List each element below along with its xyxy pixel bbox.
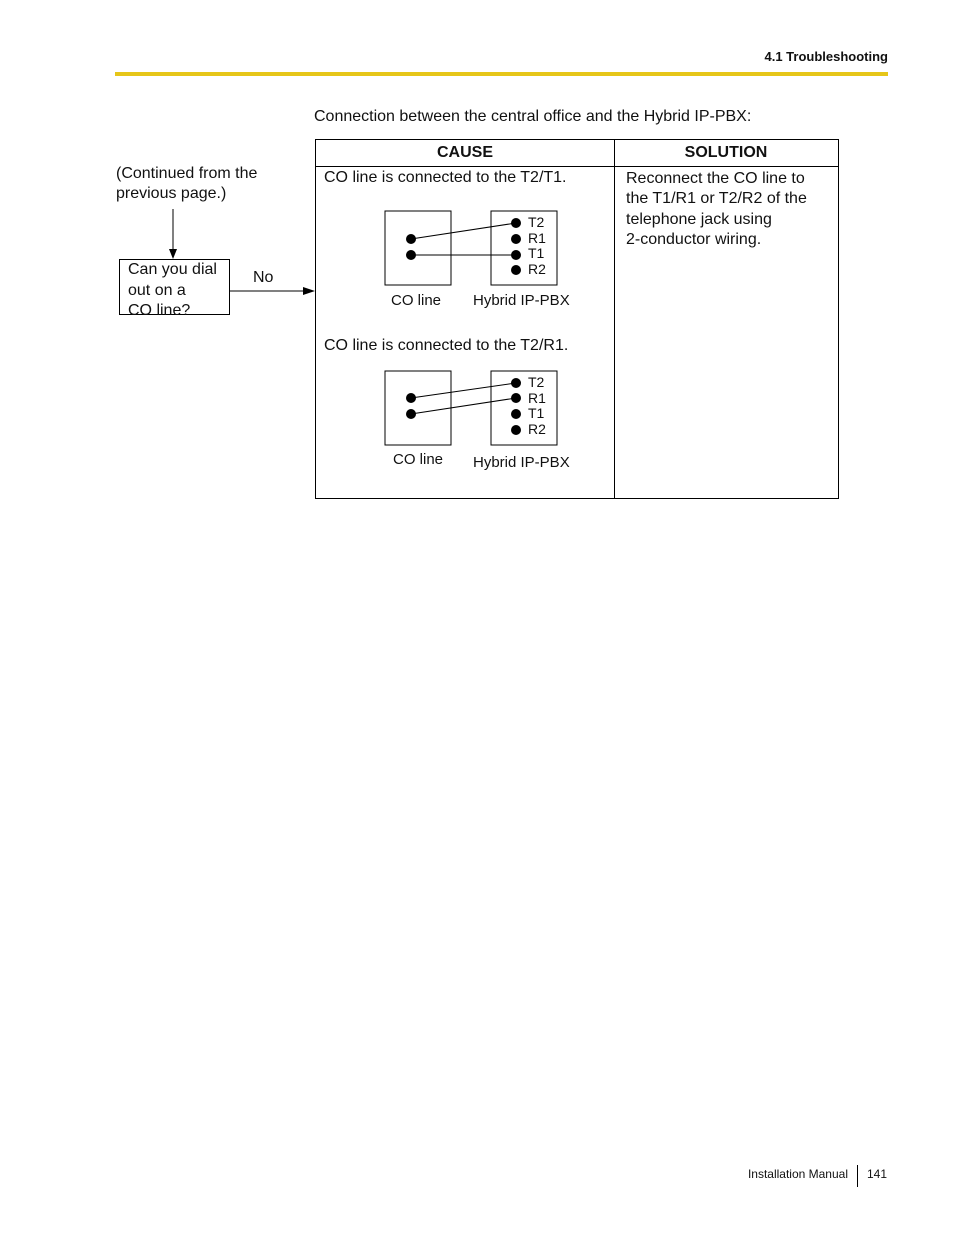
terminal-label: T2	[528, 214, 545, 230]
right-arrow-head	[303, 287, 315, 295]
diagram1-co-label: CO line	[391, 292, 442, 309]
terminal-label: R1	[528, 389, 546, 406]
co-line-box-2	[385, 371, 451, 445]
solution-line: telephone jack using	[626, 210, 772, 228]
wire	[411, 383, 516, 398]
pbx-terminal-dot	[511, 425, 521, 435]
pbx-terminal-dot	[511, 409, 521, 419]
question-line: CO line?	[128, 302, 191, 319]
question-line: out on a	[128, 281, 186, 299]
intro-text: Connection between the central office and the Hybrid IP-PBX:	[314, 108, 752, 125]
terminal-label: T1	[528, 405, 545, 421]
cause-text-2: CO line is connected to the T2/R1.	[324, 337, 569, 354]
solution-header: SOLUTION	[684, 144, 768, 161]
pbx-box-1	[491, 211, 557, 285]
pbx-box-2	[491, 371, 557, 445]
footer-title: Installation Manual	[747, 1167, 848, 1181]
no-label: No	[253, 269, 274, 286]
terminal-label: R2	[528, 420, 546, 437]
section-title: 4.1 Troubleshooting	[764, 49, 888, 64]
terminal-label: T1	[528, 245, 545, 261]
pbx-terminal-dot	[511, 265, 521, 275]
continued-note: (Continued from the previous page.)	[116, 165, 258, 202]
down-arrow-head	[169, 249, 177, 259]
pbx-terminal-dot	[511, 234, 521, 244]
terminal-label: R1	[528, 229, 546, 246]
cause-text-1: CO line is connected to the T2/T1.	[324, 169, 567, 186]
cause-header: CAUSE	[436, 144, 493, 161]
footer-divider	[857, 1165, 858, 1187]
diagram2-pbx-label: Hybrid IP-PBX	[473, 454, 570, 471]
solution-line: the T1/R1 or T2/R2 of the	[626, 190, 807, 208]
wire	[411, 223, 516, 239]
co-line-box-1	[385, 211, 451, 285]
solution-line: Reconnect the CO line to	[626, 170, 805, 187]
diagram1-pbx-label: Hybrid IP-PBX	[473, 292, 570, 309]
terminal-label: T2	[528, 374, 545, 390]
diagram2-co-label: CO line	[393, 451, 444, 468]
wire	[411, 398, 516, 414]
page-number: 141	[867, 1167, 888, 1181]
terminal-label: R2	[528, 260, 546, 277]
question-line: Can you dial	[128, 261, 217, 278]
solution-line: 2-conductor wiring.	[626, 230, 762, 248]
